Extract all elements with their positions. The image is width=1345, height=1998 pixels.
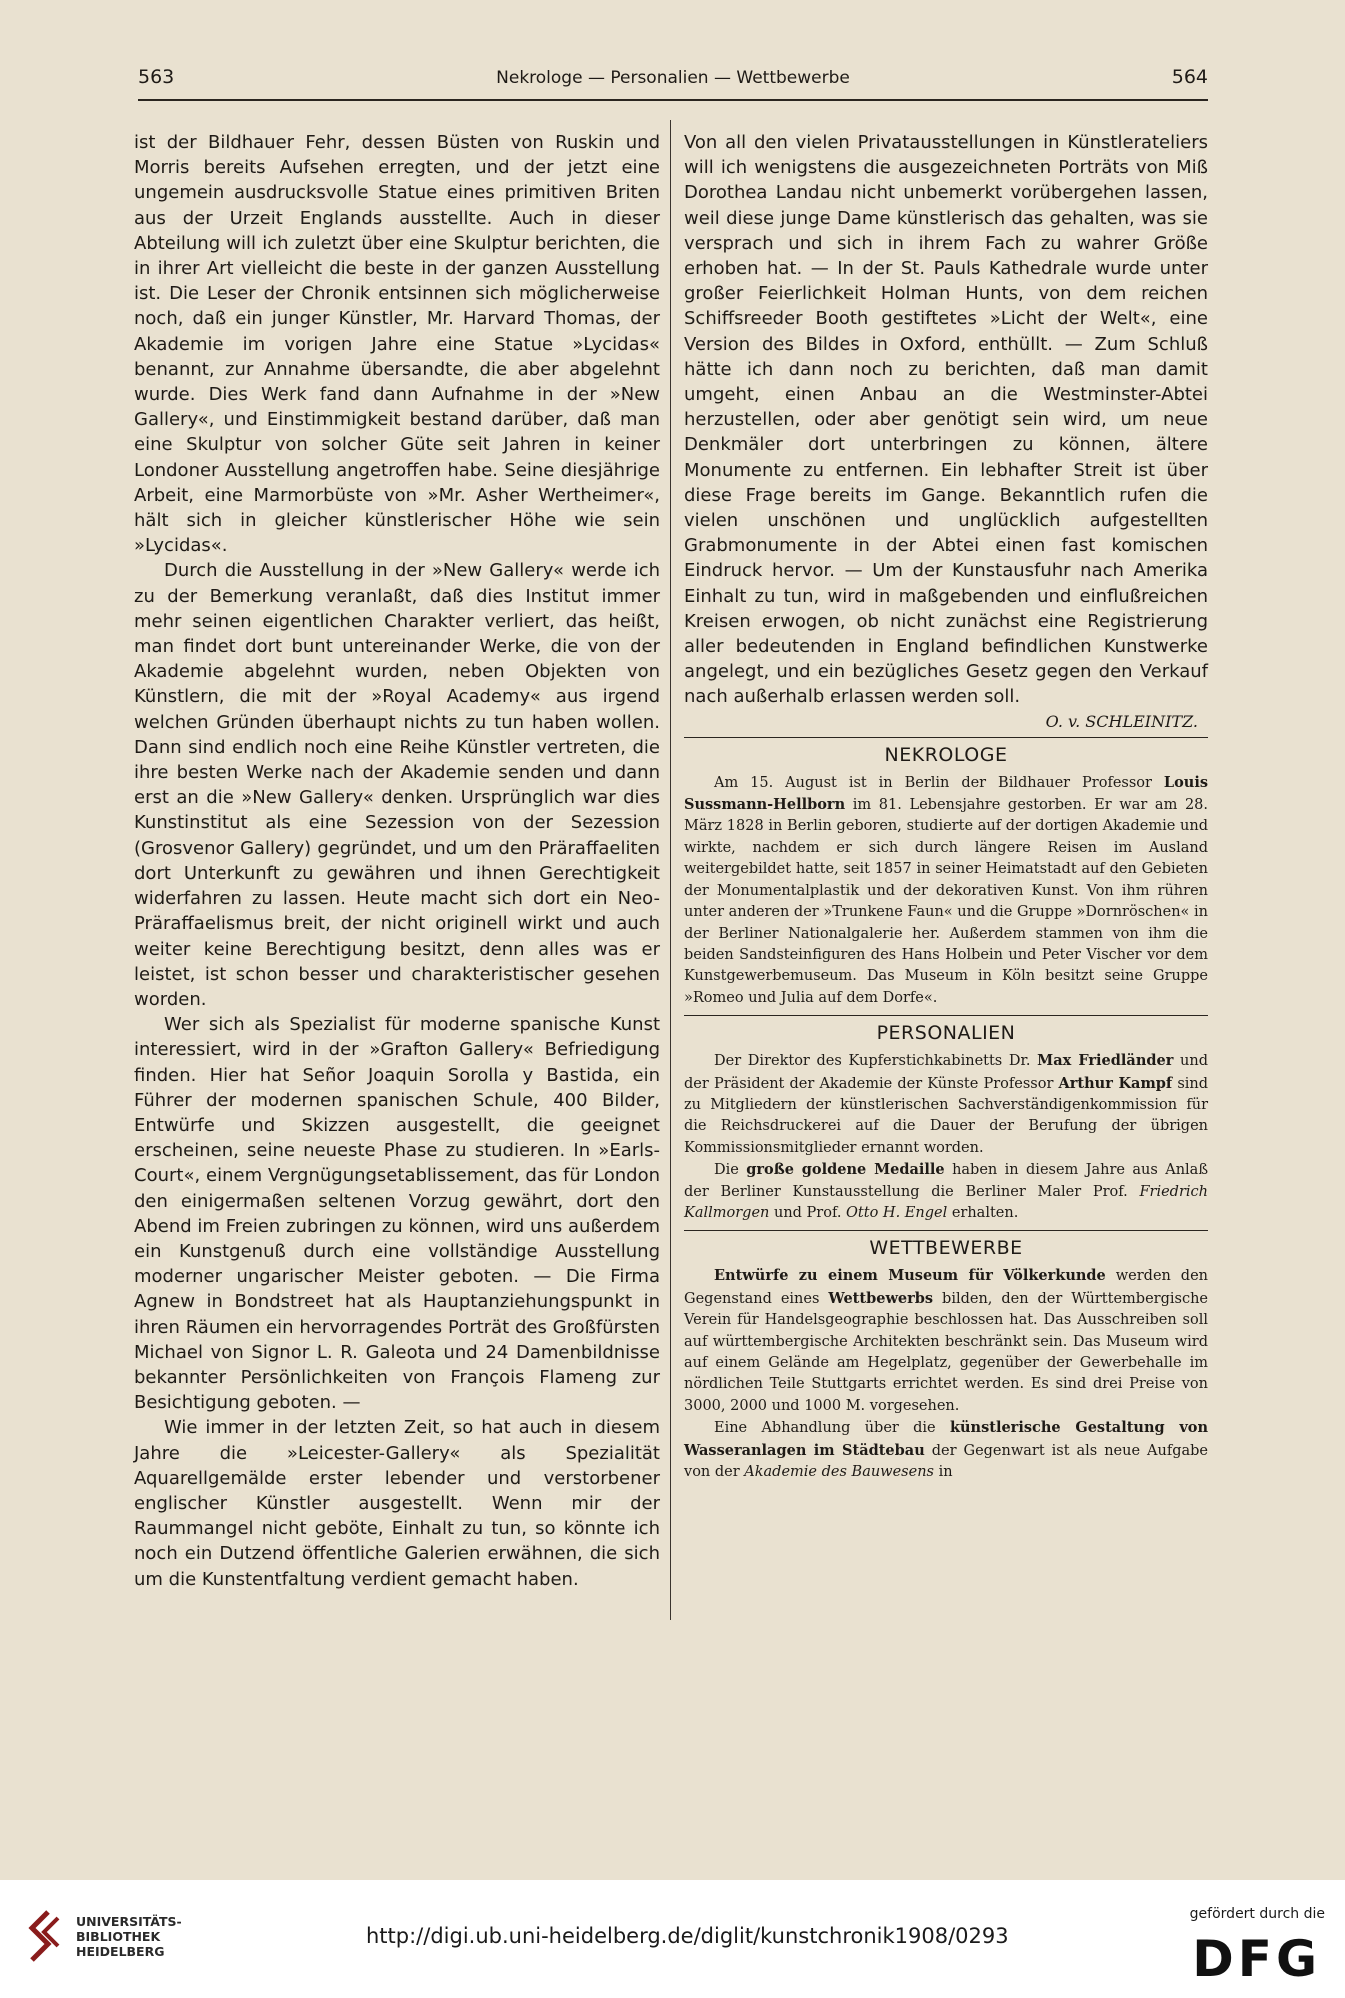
page-header bbox=[138, 66, 1208, 100]
university-library-name: UNIVERSITÄTS- BIBLIOTHEK HEIDELBERG bbox=[76, 1914, 182, 1959]
section-rule bbox=[684, 1015, 1208, 1016]
person-name: Otto H. Engel bbox=[846, 1204, 948, 1221]
person-name: Arthur Kampf bbox=[1058, 1074, 1173, 1092]
nekrolog-paragraph: Am 15. August ist in Berlin der Bildhauer Professor Louis Sussmann-Hellborn im 81. Lebensjahre gestorben. Er war am 28. März 1828 in Berlin geboren, studierte auf der dortigen Akademie und wirkte, nachdem er sich durch längere Reisen im Ausland weitergebildet hatte, seit 1857 in seiner Heimatstadt auf den Gebieten der Monumentalplastik und der dekorativen Kunst. Von ihm rühren unter anderen der »Trunkene Faun« und die Gruppe »Dornröschen« in der Berliner Nationalgalerie her. Außerdem stammen von ihm die beiden Sandsteinfiguren des Hans Holbein und Peter Vischer vor dem Kunstgewerbemuseum. Das Museum in Köln besitzt seine Gruppe »Romeo und Julia auf dem Dorfe«. bbox=[684, 773, 1209, 1006]
running-title: Nekrologe — Personalien — Wettbewerbe bbox=[496, 68, 850, 88]
paragraph: Wie immer in der letzten Zeit, so hat auch in diesem Jahre die »Leicester-Gallery« als Spezialität Aquarellgemälde erster lebender und verstorbener englischer Künstler ausgestellt. Wenn mir der Raummangel nicht geböte, Einhalt zu tun, so könnte ich noch ein Dutzend öffentliche Galerien erwähnen, die sich um die Kunstentfaltung verdient gemacht haben. bbox=[134, 1417, 660, 1590]
university-library-logo-icon[interactable] bbox=[28, 1910, 68, 1970]
paragraph: Durch die Ausstellung in der »New Gallery« werde ich zu der Bemerkung veranlaßt, daß dies Institut immer mehr seinen eigentlichen Charakter verliert, das heißt, man findet dort bunt untereinander Werke, die von der Akademie abgelehnt wurden, neben Objekten von Künstlern, die mit der »Royal Academy« aus irgend welchen Gründen überhaupt nichts zu tun haben wollen. Dann sind endlich noch eine Reihe Künstler vertreten, die ihre besten Werke nach der Akademie senden und dann erst an die »New Gallery« denken. Ursprünglich war dies Kunstinstitut als eine Sezession von der Sezession (Grosvenor Gallery) gegründet, und um den Präraffaeliten dort Unterkunft zu gewähren und ihnen Gerechtigkeit widerfahren zu lassen. Heute macht sich dort ein Neo-Präraffaelismus breit, der nicht originell wirkt und auch weiter keine Berechtigung besitzt, denn alles was er leistet, ist schon besser und charakteristischer gesehen worden. bbox=[134, 560, 660, 1010]
paragraph: ist der Bildhauer Fehr, dessen Büsten von Ruskin und Morris bereits Aufsehen erregten, und der jetzt eine ungemein ausdrucksvolle Statue eines primitiven Briten aus der Urzeit Englands ausstellte. Auch in dieser Abteilung will ich zuletzt über eine Skulptur berichten, die in ihrer Art vielleicht die beste in der ganzen Ausstellung ist. Die Leser der Chronik entsinnen sich möglicherweise noch, daß ein junger Künstler, Mr. Harvard Thomas, der Akademie im vorigen Jahre eine Statue »Lycidas« benannt, zur Annahme übersandte, die aber abgelehnt wurde. Dies Werk fand dann Aufnahme in der »New Gallery«, und Einstimmigkeit bestand darüber, daß man eine Skulptur von solcher Güte seit Jahren in keiner Londoner Ausstellung angetroffen habe. Seine diesjährige Arbeit, eine Marmorbüste von »Mr. Asher Wertheimer«, hält sich in gleicher künstlerischer Höhe wie sein »Lycidas«. bbox=[134, 132, 660, 557]
digitization-footer bbox=[0, 1880, 1345, 1998]
section-rule bbox=[684, 737, 1208, 738]
personalien-paragraph: Der Direktor des Kupferstichkabinetts Dr. Max Friedländer und der Präsident der Akademie der Künste Professor Arthur Kampf sind zu Mitgliedern der künstlerischen Sachverständigenkommission für die Reichsdruckerei auf die Dauer der Berufung der übrigen Kommissionsmitglieder ernannt worden. bbox=[684, 1052, 1209, 1156]
page-number-right: 564 bbox=[1171, 66, 1208, 88]
person-name: Friedrich Kallmorgen bbox=[684, 1183, 1208, 1221]
person-name: Louis Sussmann-Hellborn bbox=[684, 773, 1209, 814]
section-title-personalien: PERSONALIEN bbox=[876, 1022, 1016, 1045]
permalink-url[interactable]: http://digi.ub.uni-heidelberg.de/diglit/kunstchronik1908/0293 bbox=[366, 1924, 1009, 1948]
paragraph: Wer sich als Spezialist für moderne spanische Kunst interessiert, wird in der »Grafton Gallery« Befriedigung finden. Hier hat Señor Joaquin Sorolla y Bastida, ein Führer der modernen spanischen Schule, 400 Bilder, Entwürfe und Skizzen ausgestellt, die geeignet erscheinen, seine neueste Phase zu studieren. In »Earls-Court«, einem Vergnügungsetablissement, das für London den einigermaßen seltenen Vorzug gewährt, dort den Abend im Freien zubringen zu können, wird uns außerdem ein Kunstgenuß durch eine vollständige Ausstellung moderner ungarischer Meister geboten. — Die Firma Agnew in Bondstreet hat als Hauptanziehungspunkt in ihren Räumen ein hervorragendes Porträt des Großfürsten Michael von Signor L. R. Galeota und 24 Damenbildnisse bekannter Persönlichkeiten von François Flameng zur Besichtigung geboten. — bbox=[134, 1014, 660, 1414]
person-name: Max Friedländer bbox=[1037, 1052, 1174, 1070]
author-signature: O. v. SCHLEINITZ. bbox=[1045, 711, 1198, 731]
section-title-nekrologe: NEKROLOGE bbox=[884, 743, 1008, 766]
column-divider bbox=[670, 120, 671, 1620]
wettbewerbe-paragraph: Eine Abhandlung über die künstlerische Gestaltung von Wasseranlagen im Städtebau der Gegenwart ist als neue Aufgabe von der Akademie des Bauwesens in bbox=[684, 1419, 1209, 1481]
right-column bbox=[684, 130, 1208, 1483]
paragraph: Von all den vielen Privatausstellungen in Künstlerateliers will ich wenigstens die ausgezeichneten Porträts von Miß Dorothea Landau nicht unbemerkt vorübergehen lassen, weil diese junge Dame künstlerisch das gehalten, was sie versprach und sich in ihrem Fach zu wahrer Größe erhoben hat. — In der St. Pauls Kathedrale wurde unter großer Feierlichkeit Holman Hunts, von dem reichen Schiffsreeder Booth gestiftetes »Licht der Welt«, eine Version des Bildes in Oxford, enthüllt. — Zum Schluß hätte ich dann noch zu berichten, daß man damit umgeht, einen Anbau an die Westminster-Abtei herzustellen, oder aber genötigt sein wird, um neue Denkmäler dort unterbringen zu können, ältere Monumente zu entfernen. Ein lebhafter Streit ist über diese Frage bereits im Gange. Bekanntlich rufen die vielen unschönen und unglücklich aufgestellten Grabmonumente in der Abtei einen fast komischen Eindruck hervor. — Um der Kunstausfuhr nach Amerika Einhalt zu tun, wird in maßgebenden und einflußreichen Kreisen erwogen, ob nicht zunächst eine Registrierung aller bedeutenden in England befindlichen Kunstwerke angelegt, und ein bezügliches Gesetz gegen den Verkauf nach außerhalb erlassen werden soll. bbox=[684, 132, 1208, 708]
header-rule bbox=[138, 99, 1208, 101]
section-title-wettbewerbe: WETTBEWERBE bbox=[869, 1237, 1023, 1260]
wettbewerbe-paragraph: Entwürfe zu einem Museum für Völkerkunde werden den Gegenstand eines Wettbewerbs bilden, den der Württembergische Verein für Handelsgeographie beschlossen hat. Das Ausschreiben soll auf württembergische Architekten beschränkt sein. Das Museum wird auf einem Gelände am Hegelplatz, gegenüber der Gewerbehalle im nördlichen Teile Stuttgarts errichtet werden. Es sind drei Preise von 3000, 2000 und 1000 M. vorgesehen. bbox=[684, 1267, 1209, 1414]
page-number-left: 563 bbox=[138, 66, 175, 88]
section-rule bbox=[684, 1230, 1208, 1231]
dfg-logo: DFG bbox=[1192, 1930, 1321, 1988]
personalien-paragraph: Die große goldene Medaille haben in diesem Jahre aus Anlaß der Berliner Kunstausstellung die Berliner Maler Prof. Friedrich Kallmorgen und Prof. Otto H. Engel erhalten. bbox=[684, 1161, 1209, 1221]
left-column bbox=[134, 130, 660, 1592]
funding-label: gefördert durch die bbox=[1189, 1906, 1325, 1922]
